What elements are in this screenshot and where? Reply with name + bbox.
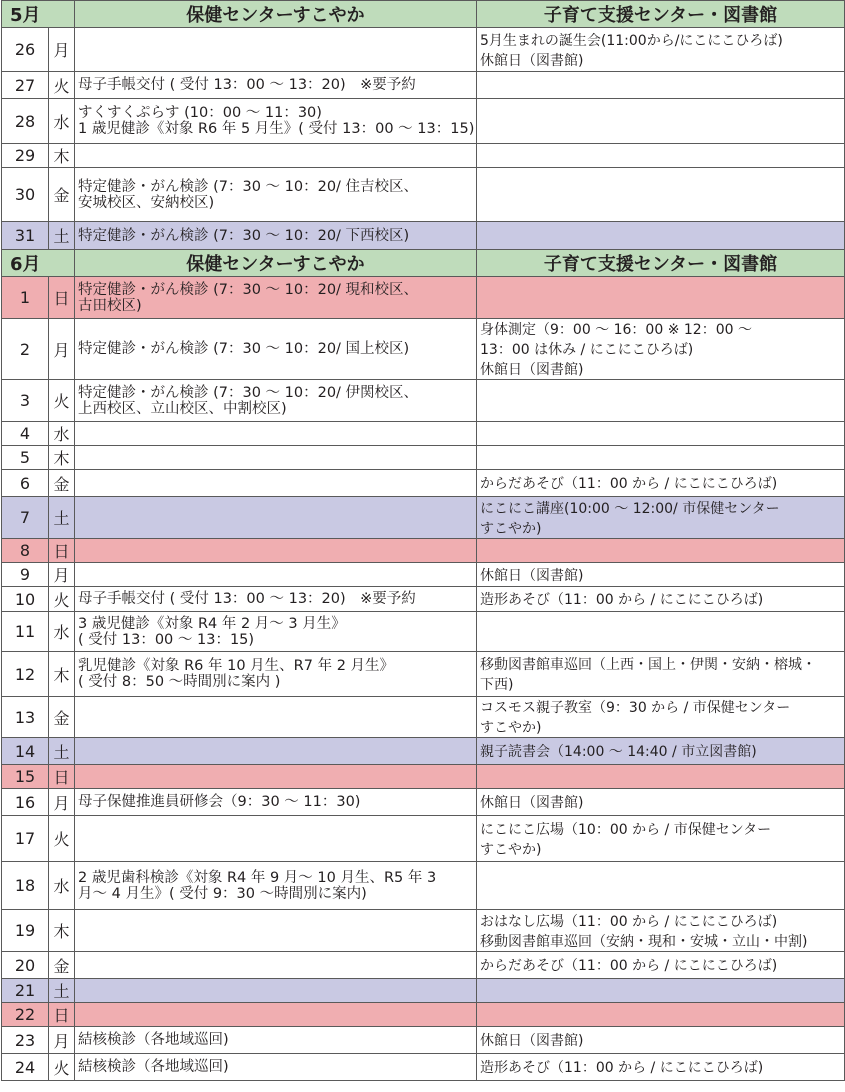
health-center-events (75, 612, 477, 652)
support-event-line: 5月生まれの誕生会(11:00から/にこにこひろば) (480, 32, 783, 49)
month-header-row (2, 1, 845, 28)
weekday-label: 木 (49, 652, 75, 697)
day-number: 29 (2, 144, 49, 168)
day-number: 18 (2, 862, 49, 910)
health-event-line: 乳児健診《対象 R6 年 10 月生、R7 年 2 月生》 (78, 658, 395, 674)
weekday-label: 水 (49, 612, 75, 652)
support-center-events (477, 697, 845, 738)
day-number: 22 (2, 1003, 49, 1027)
health-event-line: 上西校区、立山校区、中割校区) (78, 400, 287, 417)
weekday-label: 土 (49, 738, 75, 765)
schedule-row (2, 446, 845, 470)
day-number: 1 (2, 277, 49, 319)
schedule-row (2, 765, 845, 789)
schedule-row (2, 563, 845, 587)
support-center-events (477, 470, 845, 497)
support-center-events (477, 979, 845, 1003)
schedule-row (2, 28, 845, 72)
support-event-line: すこやか) (480, 841, 542, 858)
health-event-line: ( 受付 8：50 ～時間別に案内 ) (78, 674, 281, 690)
health-event-line: 1 歳児健診《対象 R6 年 5 月生》( 受付 13：00 ～ 13：15) (78, 121, 475, 137)
day-number: 17 (2, 816, 49, 862)
schedule-row (2, 144, 845, 168)
day-number: 8 (2, 539, 49, 563)
day-number: 28 (2, 99, 49, 144)
day-number: 10 (2, 587, 49, 612)
support-center-events (477, 277, 845, 319)
schedule-row (2, 979, 845, 1003)
health-center-events (75, 168, 477, 222)
schedule-table (1, 0, 845, 1081)
health-event-line: 母子手帳交付 ( 受付 13：00 ～ 13：20) ※要予約 (78, 77, 416, 93)
support-center-events (477, 910, 845, 952)
weekday-label: 木 (49, 446, 75, 470)
day-number: 24 (2, 1054, 49, 1081)
month-label: 6月 (2, 250, 75, 277)
health-event-line: ( 受付 13：00 ～ 13：15) (78, 631, 255, 648)
health-center-events (75, 789, 477, 816)
health-center-events (75, 222, 477, 250)
schedule-row (2, 222, 845, 250)
support-center-events (477, 99, 845, 144)
health-event-line: 特定健診・がん検診 (7：30 ～ 10：20/ 現和校区、 (78, 281, 419, 298)
health-event-line: 母子手帳交付 ( 受付 13：00 ～ 13：20) ※要予約 (78, 591, 416, 607)
support-center-header: 子育て支援センター・図書館 (477, 1, 845, 28)
schedule-row (2, 539, 845, 563)
day-number: 7 (2, 497, 49, 539)
weekday-label: 土 (49, 222, 75, 250)
schedule-row (2, 422, 845, 446)
support-center-events (477, 539, 845, 563)
day-number: 6 (2, 470, 49, 497)
health-center-events (75, 319, 477, 380)
weekday-label: 水 (49, 862, 75, 910)
health-center-events (75, 539, 477, 563)
support-event-line: 休館日（図書館) (480, 1033, 584, 1049)
support-center-events (477, 319, 845, 380)
weekday-label: 日 (49, 277, 75, 319)
support-center-events (477, 587, 845, 612)
schedule-row (2, 1054, 845, 1081)
schedule-row (2, 587, 845, 612)
schedule-row (2, 319, 845, 380)
day-number: 26 (2, 28, 49, 72)
schedule-row (2, 380, 845, 422)
health-event-line: 特定健診・がん検診 (7：30 ～ 10：20/ 下西校区) (78, 227, 410, 244)
health-center-events (75, 497, 477, 539)
support-event-line: 13：00 は休み / にこにこひろば) (480, 342, 694, 358)
day-number: 16 (2, 789, 49, 816)
weekday-label: 火 (49, 380, 75, 422)
health-center-events (75, 28, 477, 72)
schedule-row (2, 738, 845, 765)
weekday-label: 土 (49, 497, 75, 539)
support-center-events (477, 1054, 845, 1081)
health-center-events (75, 380, 477, 422)
day-number: 13 (2, 697, 49, 738)
weekday-label: 火 (49, 1054, 75, 1081)
health-center-events (75, 563, 477, 587)
health-event-line: 月～ 4 月生》( 受付 9：30 ～時間別に案内) (78, 885, 367, 902)
support-event-line: 親子読書会（14:00 ～ 14:40 / 市立図書館) (480, 744, 757, 760)
health-event-line: 特定健診・がん検診 (7：30 ～ 10：20/ 国上校区) (78, 341, 410, 357)
support-event-line: 移動図書館車巡回（安納・現和・安城・立山・中割) (480, 933, 808, 950)
support-event-line: からだあそび（11：00 から / にこにこひろば) (480, 958, 778, 974)
support-event-line: すこやか) (480, 520, 542, 537)
health-center-events (75, 1027, 477, 1054)
weekday-label: 日 (49, 539, 75, 563)
support-center-events (477, 380, 845, 422)
support-event-line: からだあそび（11：00 から / にこにこひろば) (480, 476, 778, 492)
schedule-row (2, 816, 845, 862)
schedule-row (2, 952, 845, 979)
support-event-line: 休館日（図書館) (480, 362, 584, 378)
support-center-events (477, 1027, 845, 1054)
health-center-events (75, 816, 477, 862)
weekday-label: 日 (49, 765, 75, 789)
support-event-line: 造形あそび（11：00 から / にこにこひろば) (480, 1060, 764, 1076)
support-event-line: 移動図書館車巡回（上西・国上・伊関・安納・榕城・ (480, 657, 816, 673)
weekday-label: 火 (49, 587, 75, 612)
month-header-row (2, 250, 845, 277)
support-center-events (477, 1003, 845, 1027)
health-center-events (75, 72, 477, 99)
day-number: 11 (2, 612, 49, 652)
schedule-row (2, 470, 845, 497)
schedule-row (2, 697, 845, 738)
health-center-events (75, 652, 477, 697)
health-event-line: 特定健診・がん検診 (7：30 ～ 10：20/ 伊関校区、 (78, 384, 419, 401)
health-center-events (75, 1054, 477, 1081)
health-center-events (75, 862, 477, 910)
health-event-line: すくすくぷらす (10：00 ～ 11：30) (78, 105, 322, 121)
day-number: 14 (2, 738, 49, 765)
health-center-header: 保健センターすこやか (75, 250, 477, 277)
weekday-label: 水 (49, 422, 75, 446)
support-center-events (477, 422, 845, 446)
health-center-events (75, 99, 477, 144)
health-center-events (75, 910, 477, 952)
weekday-label: 火 (49, 816, 75, 862)
day-number: 2 (2, 319, 49, 380)
support-center-events (477, 446, 845, 470)
weekday-label: 木 (49, 910, 75, 952)
support-center-events (477, 144, 845, 168)
day-number: 19 (2, 910, 49, 952)
weekday-label: 月 (49, 789, 75, 816)
support-event-line: 休館日（図書館) (480, 795, 584, 811)
health-center-events (75, 697, 477, 738)
schedule-body (2, 1, 845, 1081)
health-center-events (75, 144, 477, 168)
health-event-line: 安城校区、安納校区) (78, 194, 215, 211)
schedule-row (2, 168, 845, 222)
health-center-events (75, 738, 477, 765)
support-event-line: 造形あそび（11：00 から / にこにこひろば) (480, 592, 764, 608)
support-center-events (477, 789, 845, 816)
schedule-row (2, 612, 845, 652)
support-center-events (477, 738, 845, 765)
support-center-events (477, 497, 845, 539)
support-center-events (477, 765, 845, 789)
support-center-events (477, 72, 845, 99)
weekday-label: 日 (49, 1003, 75, 1027)
support-center-events (477, 652, 845, 697)
day-number: 27 (2, 72, 49, 99)
schedule-row (2, 72, 845, 99)
weekday-label: 火 (49, 72, 75, 99)
health-event-line: 結核検診（各地域巡回) (78, 1032, 229, 1048)
month-label: 5月 (2, 1, 75, 28)
schedule-row (2, 1003, 845, 1027)
weekday-label: 月 (49, 28, 75, 72)
day-number: 20 (2, 952, 49, 979)
schedule-row (2, 497, 845, 539)
health-event-line: 2 歳児歯科検診《対象 R4 年 9 月～ 10 月生、R5 年 3 (78, 869, 437, 886)
weekday-label: 金 (49, 952, 75, 979)
weekday-label: 金 (49, 697, 75, 738)
support-event-line: 身体測定（9：00 ～ 16：00 ※ 12：00 ～ (480, 322, 752, 338)
health-event-line: 結核検診（各地域巡回) (78, 1059, 229, 1075)
support-center-events (477, 816, 845, 862)
support-center-events (477, 28, 845, 72)
schedule-row (2, 1027, 845, 1054)
day-number: 3 (2, 380, 49, 422)
support-center-events (477, 862, 845, 910)
day-number: 9 (2, 563, 49, 587)
health-center-events (75, 470, 477, 497)
weekday-label: 月 (49, 1027, 75, 1054)
schedule-row (2, 99, 845, 144)
day-number: 31 (2, 222, 49, 250)
health-event-line: 特定健診・がん検診 (7：30 ～ 10：20/ 住吉校区、 (78, 178, 419, 195)
support-event-line: 下西) (480, 677, 514, 693)
support-event-line: にこにこ広場（10：00 から / 市保健センター (480, 821, 772, 838)
support-event-line: にこにこ講座(10:00 ～ 12:00/ 市保健センター (480, 500, 780, 517)
day-number: 15 (2, 765, 49, 789)
support-center-header: 子育て支援センター・図書館 (477, 250, 845, 277)
health-event-line: 3 歳児健診《対象 R4 年 2 月～ 3 月生》 (78, 615, 346, 632)
day-number: 30 (2, 168, 49, 222)
support-center-events (477, 563, 845, 587)
weekday-label: 金 (49, 168, 75, 222)
health-center-events (75, 422, 477, 446)
health-center-events (75, 979, 477, 1003)
support-event-line: 休館日（図書館) (480, 567, 584, 584)
weekday-label: 月 (49, 319, 75, 380)
schedule-row (2, 789, 845, 816)
weekday-label: 金 (49, 470, 75, 497)
day-number: 5 (2, 446, 49, 470)
support-event-line: 休館日（図書館) (480, 52, 584, 69)
support-event-line: コスモス親子教室（9：30 から / 市保健センター (480, 700, 791, 716)
weekday-label: 木 (49, 144, 75, 168)
health-center-events (75, 277, 477, 319)
day-number: 12 (2, 652, 49, 697)
health-center-header: 保健センターすこやか (75, 1, 477, 28)
support-event-line: すこやか) (480, 720, 542, 736)
schedule-row (2, 277, 845, 319)
schedule-row (2, 652, 845, 697)
support-event-line: おはなし広場（11：00 から / にこにこひろば) (480, 913, 778, 930)
weekday-label: 土 (49, 979, 75, 1003)
support-center-events (477, 168, 845, 222)
support-center-events (477, 952, 845, 979)
schedule-row (2, 910, 845, 952)
health-center-events (75, 1003, 477, 1027)
weekday-label: 月 (49, 563, 75, 587)
health-center-events (75, 952, 477, 979)
day-number: 4 (2, 422, 49, 446)
day-number: 23 (2, 1027, 49, 1054)
health-event-line: 母子保健推進員研修会（9：30 ～ 11：30) (78, 794, 361, 810)
schedule-row (2, 862, 845, 910)
day-number: 21 (2, 979, 49, 1003)
health-center-events (75, 765, 477, 789)
support-center-events (477, 612, 845, 652)
health-center-events (75, 446, 477, 470)
support-center-events (477, 222, 845, 250)
health-event-line: 古田校区) (78, 297, 142, 314)
weekday-label: 水 (49, 99, 75, 144)
health-center-events (75, 587, 477, 612)
